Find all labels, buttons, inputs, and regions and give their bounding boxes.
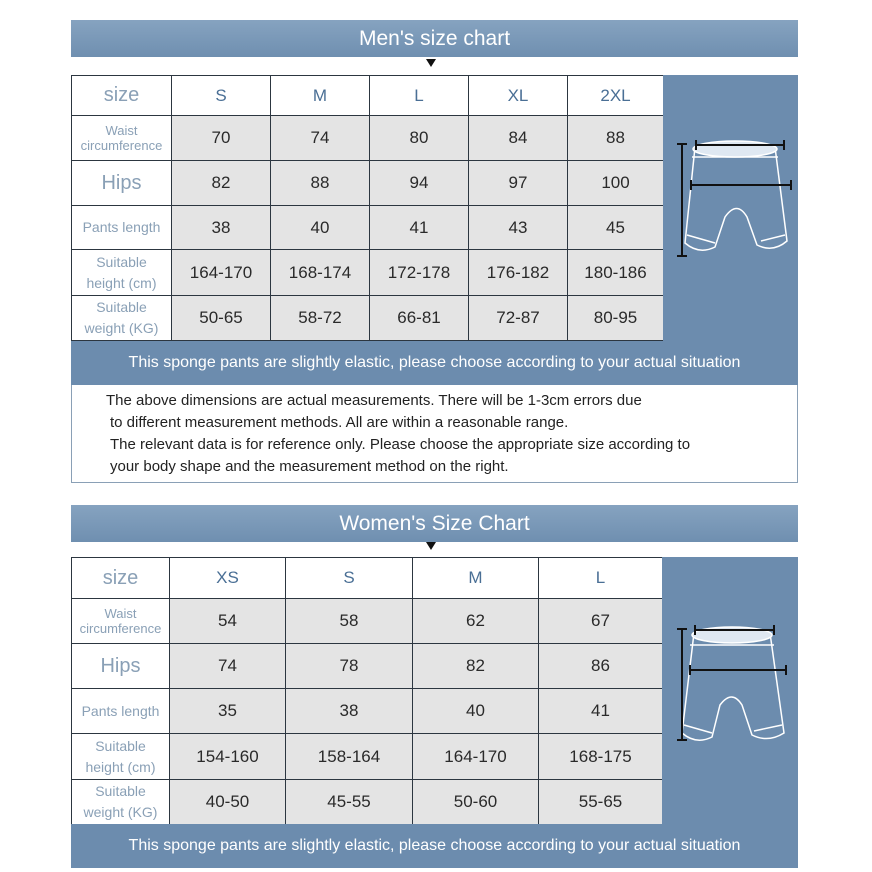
men-measurement-notes	[71, 385, 798, 483]
table-cell: 67	[539, 599, 663, 644]
men-size-chart	[71, 75, 798, 485]
table-cell: 50-60	[413, 780, 539, 825]
table-cell: 80	[370, 116, 469, 161]
table-cell: 164-170	[172, 250, 271, 296]
table-cell: 41	[539, 689, 663, 734]
shorts-measurement-icon	[663, 75, 798, 341]
table-cell: 88	[568, 116, 664, 161]
table-row	[72, 116, 664, 161]
row-label-line: circumference	[79, 621, 162, 636]
table-cell: 172-178	[370, 250, 469, 296]
row-label	[72, 116, 172, 161]
row-label-line: Suitable	[95, 783, 146, 799]
table-cell: 45	[568, 206, 664, 250]
size-column-header: M	[413, 558, 539, 599]
table-cell: 58	[286, 599, 413, 644]
table-cell: 45-55	[286, 780, 413, 825]
table-cell: 82	[413, 644, 539, 689]
header-row	[72, 76, 664, 116]
row-label-line: height (cm)	[85, 758, 156, 775]
table-row	[72, 780, 663, 825]
table-row	[72, 644, 663, 689]
size-column-header: L	[539, 558, 663, 599]
table-row	[72, 206, 664, 250]
note-line: your body shape and the measurement method on the right.	[110, 458, 509, 475]
table-cell: 80-95	[568, 296, 664, 341]
size-column-header: 2XL	[568, 76, 664, 116]
table-cell: 180-186	[568, 250, 664, 296]
table-cell: 70	[172, 116, 271, 161]
row-label	[72, 644, 170, 689]
table-cell: 158-164	[286, 734, 413, 780]
table-cell: 84	[469, 116, 568, 161]
size-column-header: M	[271, 76, 370, 116]
row-label-line: weight (KG)	[84, 320, 159, 336]
table-cell: 74	[271, 116, 370, 161]
table-cell: 43	[469, 206, 568, 250]
women-down-arrow-icon	[426, 542, 436, 550]
note-line: to different measurement methods. All are within a reasonable range.	[110, 414, 569, 431]
row-label-line: Waist	[104, 606, 137, 621]
men-down-arrow-icon	[426, 59, 436, 67]
table-cell: 176-182	[469, 250, 568, 296]
row-label-line: Suitable	[95, 737, 146, 754]
row-label	[72, 206, 172, 250]
row-label	[72, 250, 172, 296]
table-cell: 58-72	[271, 296, 370, 341]
row-label	[72, 161, 172, 206]
table-row	[72, 599, 663, 644]
row-label-line: Hips	[101, 171, 142, 194]
table-row	[72, 734, 663, 780]
table-cell: 78	[286, 644, 413, 689]
size-header: size	[72, 558, 170, 599]
note-line: The above dimensions are actual measurements. There will be 1-3cm errors due	[106, 392, 642, 409]
men-size-table	[71, 75, 664, 341]
table-cell: 94	[370, 161, 469, 206]
size-column-header: XS	[170, 558, 286, 599]
table-row	[72, 161, 664, 206]
row-label-line: height (cm)	[86, 274, 157, 291]
row-label	[72, 734, 170, 780]
note-line: The relevant data is for reference only. Please choose the appropriate size according to	[110, 436, 691, 453]
table-cell: 168-175	[539, 734, 663, 780]
table-row	[72, 689, 663, 734]
row-label-line: circumference	[80, 138, 163, 153]
shorts-measurement-icon	[662, 557, 798, 824]
row-label	[72, 296, 172, 341]
table-cell: 86	[539, 644, 663, 689]
table-cell: 38	[172, 206, 271, 250]
table-cell: 55-65	[539, 780, 663, 825]
row-label-line: weight (KG)	[83, 804, 158, 820]
table-row	[72, 250, 664, 296]
size-column-header: S	[286, 558, 413, 599]
men-elastic-note: This sponge pants are slightly elastic, please choose according to your actual situation	[71, 341, 798, 385]
table-cell: 41	[370, 206, 469, 250]
table-cell: 74	[170, 644, 286, 689]
row-label-line: Suitable	[96, 253, 147, 270]
row-label	[72, 599, 170, 644]
table-cell: 35	[170, 689, 286, 734]
table-cell: 72-87	[469, 296, 568, 341]
size-column-header: S	[172, 76, 271, 116]
row-label-line: Suitable	[96, 299, 147, 315]
size-column-header: L	[370, 76, 469, 116]
men-measurement-panel	[663, 75, 798, 341]
row-label	[72, 780, 170, 825]
row-label-line: Hips	[100, 654, 141, 677]
header-row	[72, 558, 663, 599]
women-size-chart-title: Women's Size Chart	[71, 505, 798, 542]
women-size-chart	[71, 557, 798, 872]
table-cell: 66-81	[370, 296, 469, 341]
table-cell: 62	[413, 599, 539, 644]
table-cell: 88	[271, 161, 370, 206]
size-header: size	[72, 76, 172, 116]
row-label-line: Pants length	[81, 702, 160, 719]
table-cell: 40-50	[170, 780, 286, 825]
table-cell: 97	[469, 161, 568, 206]
men-size-chart-title: Men's size chart	[71, 20, 798, 57]
row-label-line: Pants length	[82, 219, 161, 235]
table-cell: 38	[286, 689, 413, 734]
table-cell: 168-174	[271, 250, 370, 296]
table-cell: 100	[568, 161, 664, 206]
table-cell: 82	[172, 161, 271, 206]
table-cell: 50-65	[172, 296, 271, 341]
row-label-line: Waist	[105, 123, 138, 138]
table-cell: 54	[170, 599, 286, 644]
table-cell: 40	[413, 689, 539, 734]
table-cell: 40	[271, 206, 370, 250]
women-elastic-note: This sponge pants are slightly elastic, please choose according to your actual situation	[71, 824, 798, 868]
women-size-table	[71, 557, 663, 825]
table-cell: 164-170	[413, 734, 539, 780]
women-measurement-panel	[662, 557, 798, 824]
table-cell: 154-160	[170, 734, 286, 780]
row-label	[72, 689, 170, 734]
size-column-header: XL	[469, 76, 568, 116]
table-row	[72, 296, 664, 341]
